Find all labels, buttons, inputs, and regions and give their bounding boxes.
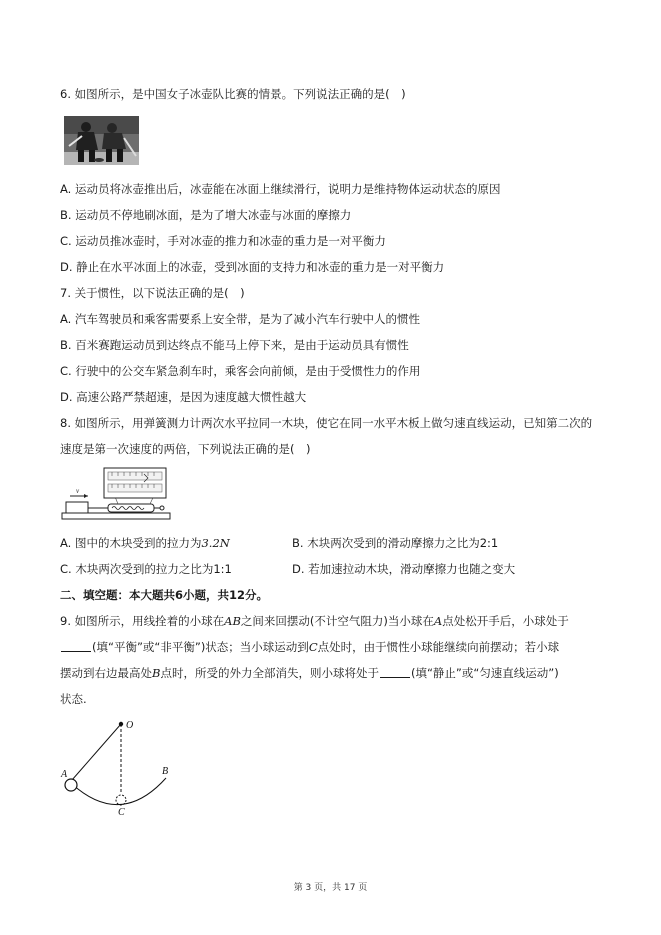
section-2-title-post: 分。: [245, 588, 269, 602]
label-o: O: [126, 720, 134, 731]
q7-stem: 7. 关于惯性，以下说法正确的是( ): [60, 286, 245, 300]
q9-line4: 状态.: [60, 692, 87, 706]
q9-line1-a: 9. 如图所示，用线拴着的小球在: [60, 614, 225, 628]
q7-option-c: C. 行驶中的公交车紧急刹车时，乘客会向前倾，是由于受惯性力的作用: [60, 364, 421, 378]
q8-option-a: [60, 535, 230, 551]
page-footer: 第 3 页，共 17 页: [293, 883, 368, 893]
q9-line3-d: (填“静止”或“匀速直线运动”): [410, 666, 559, 680]
q8-option-a-text: A. 图中的木块受到的拉力为: [60, 536, 202, 550]
velocity-label: v: [76, 487, 80, 495]
q8-stem-line1: 8. 如图所示，用弹簧测力计两次水平拉同一木块，使它在同一水平木板上做匀速直线运动，已知第二次的: [60, 416, 593, 430]
curling-photo: [64, 116, 139, 165]
pendulum-figure: [58, 716, 188, 816]
label-a: A: [61, 769, 68, 780]
q9-line2: [60, 639, 559, 655]
q8-option-c-text: C. 木块两次受到的拉力之比为: [60, 562, 214, 576]
q8-option-a-value: 3.2N: [201, 536, 230, 550]
section-2-score: 12: [229, 588, 246, 602]
q8-option-b-value: 2:1: [479, 536, 499, 550]
section-2-heading: [60, 587, 268, 603]
q9-line1-ab: AB: [224, 614, 241, 628]
q9-line3-b: B: [152, 666, 161, 680]
q9-line1: [60, 613, 569, 629]
q8-option-c: [60, 561, 232, 577]
q9-line2-a: (填“平衡”或“非平衡”)状态；当小球运动到: [92, 640, 309, 654]
q9-line3-a: 摆动到右边最高处: [60, 666, 152, 680]
q8-option-c-value: 1:1: [213, 562, 232, 576]
ball-position-a: [65, 779, 77, 791]
q8-option-b-text: B. 木块两次受到的滑动摩擦力之比为: [292, 536, 480, 550]
ball-position-c: [116, 795, 126, 805]
spring-scale-figure: [60, 466, 172, 526]
q9-line1-b: 之间来回摆动(不计空气阻力)当小球在: [240, 614, 434, 628]
label-b: B: [162, 766, 169, 777]
q9-line3: [60, 665, 559, 681]
section-2-title-pre: 二、填空题：本大题共: [60, 588, 175, 602]
q8-option-b: [292, 535, 498, 551]
section-2-title-mid: 小题，共: [183, 588, 230, 602]
q6-stem: 6. 如图所示，是中国女子冰壶队比赛的情景。下列说法正确的是( ): [60, 87, 406, 101]
answer-blank-2[interactable]: [380, 666, 410, 678]
q6-option-d: D. 静止在水平冰面上的冰壶，受到冰面的支持力和冰壶的重力是一对平衡力: [60, 260, 445, 274]
q7-option-a: A. 汽车驾驶员和乘客需要系上安全带，是为了减小汽车行驶中人的惯性: [60, 312, 420, 326]
q7-option-d: D. 高速公路严禁超速，是因为速度越大惯性越大: [60, 390, 307, 404]
section-2-count: 6: [175, 588, 184, 602]
label-c: C: [118, 807, 125, 816]
answer-blank-1[interactable]: [61, 640, 91, 652]
q6-option-c: C. 运动员推冰壶时，手对冰壶的推力和冰壶的重力是一对平衡力: [60, 234, 386, 248]
q9-line1-c: 点处松开手后，小球处于: [442, 614, 569, 628]
q9-line2-b: 点处时，由于惯性小球能继续向前摆动；若小球: [317, 640, 560, 654]
q9-line3-c: 点时，所受的外力全部消失，则小球将处于: [160, 666, 379, 680]
q8-stem-line2: 速度是第一次速度的两倍，下列说法正确的是( ): [60, 442, 311, 456]
q6-option-b: B. 运动员不停地刷冰面，是为了增大冰壶与冰面的摩擦力: [60, 208, 352, 222]
q8-option-d: D. 若加速拉动木块，滑动摩擦力也随之变大: [292, 562, 516, 576]
q6-option-a: A. 运动员将冰壶推出后，冰壶能在冰面上继续滑行，说明力是维持物体运动状态的原因: [60, 182, 501, 196]
q9-line2-c: C: [308, 640, 318, 654]
q7-option-b: B. 百米赛跑运动员到达终点不能马上停下来，是由于运动员具有惯性: [60, 338, 409, 352]
q9-line1-a2: A: [433, 614, 443, 628]
